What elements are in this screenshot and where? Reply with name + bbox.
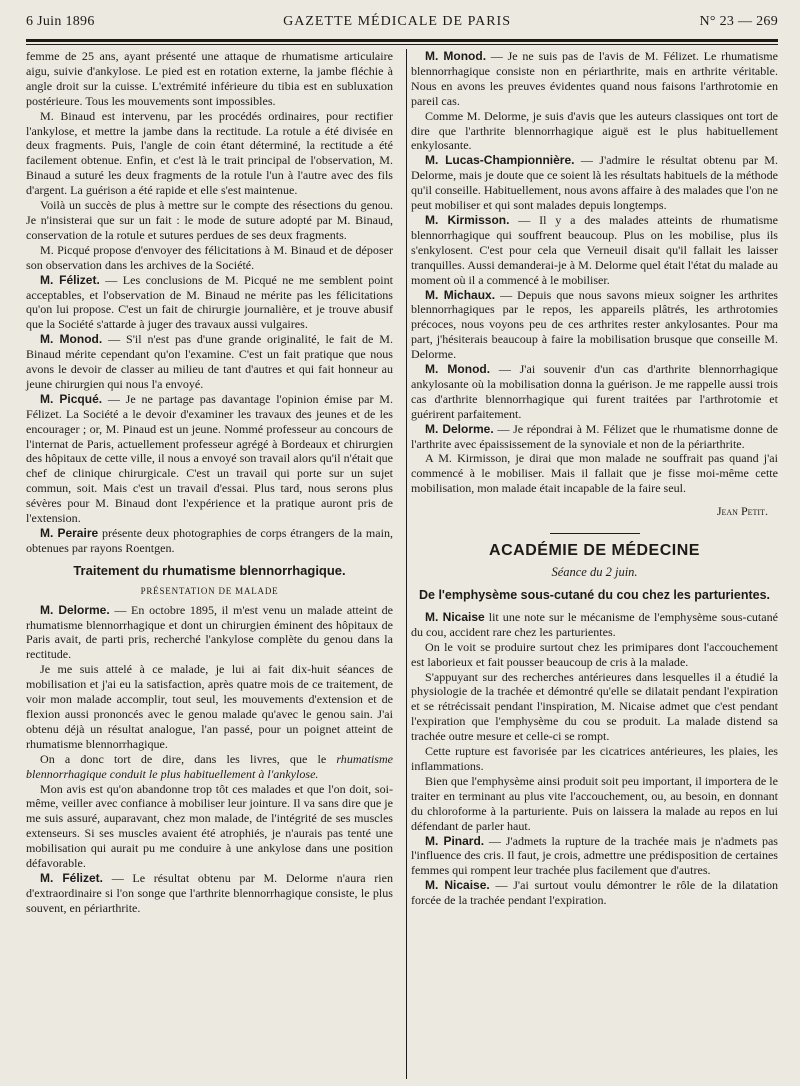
speaker-name: M. Monod. bbox=[40, 332, 103, 347]
speech-text: — J'ai surtout voulu démontrer le rôle de la dilatation forcée de la trachée pendant l'expiration. bbox=[411, 878, 778, 908]
speaker-name: M. Delorme. bbox=[40, 602, 110, 617]
journal-title: GAZETTE MÉDICALE DE PARIS bbox=[283, 14, 511, 29]
issue-number: N° 23 — 269 bbox=[699, 14, 778, 29]
paragraph-text: On a donc tort de dire, dans les livres, que le bbox=[40, 751, 337, 766]
speech-text: — En octobre 1895, il m'est venu un malade atteint de rhumatisme blennorrhagique et dont un chirurgien éminent des hôpitaux de Paris avait, de parti pris, recherché l'ankylose complète du genou dans la rectitude. bbox=[26, 602, 393, 662]
subsection-title: PRÉSENTATION DE MALADE bbox=[140, 585, 279, 596]
speech-paragraph bbox=[411, 834, 778, 879]
speech-paragraph bbox=[411, 362, 778, 422]
speech-text: — Je ne suis pas de l'avis de M. Félizet. Le rhumatisme blennorrhagique consiste non en périarthrite, mais en arthrite véritable. Nous en avons les preuves évidentes quand nous faisons l'arthrotomie en pareil cas. bbox=[411, 49, 778, 108]
section-title: Traitement du rhumatisme blennorrhagique. bbox=[73, 562, 346, 578]
speech-text: — Je répondrai à M. Félizet que le rhumatisme donne de l'arthrite avec épaississement de la synoviale et non de la périarthrite. bbox=[411, 421, 779, 451]
speech-text: — J'ai souvenir d'un cas d'arthrite blennorrhagique ankylosante où la mobilisation donna la guérison. Je me rappelle aussi trois cas d'arthrite blennorrhagique qui furent traitées par l'arthrotomie et guérirent parfaitement. bbox=[411, 362, 778, 421]
paragraph: A M. Kirmisson, je dirai que mon malade ne souffrait pas quand j'ai commencé à le mobiliser. Mais il fallait que je fisse moi-même cette mobilisation, mon malade était incapable de la faire seul. bbox=[411, 451, 778, 496]
speech-text: — Il y a des malades atteints de rhumatisme blennorrhagique qui souffrent beaucoup. Plus on les mobilise, plus ils s'enkylosent. C'est pour cela que Verneuil disait qu'il fallait les laisser tranquilles. Aussi demanderai-je à M. Delorme quel était l'état du malade au moment où il a commencé à le mobiliser. bbox=[411, 212, 778, 287]
paragraph bbox=[26, 752, 393, 782]
speech-text: lit une note sur le mécanisme de l'emphysème sous-cutané du cou, accident rare chez les parturientes. bbox=[411, 609, 779, 639]
paragraph: M. Binaud est intervenu, par les procédés ordinaires, pour rectifier l'ankylose, et mettre la jambe dans la rectitude. La rotule a été divisée en deux fragments. Puis, l'angle de coin étant déterminé, la rectitude a été facilement obtenue. Enfin, et c'est là le trait principal de l'observation, M. Binaud a suturé les deux fragments de la rotule l'un à l'autre avec des fils d'argent. La guérison a été rapide et elle s'est maintenue. bbox=[26, 108, 393, 198]
speaker-name: M. Félizet. bbox=[40, 870, 104, 885]
right-column bbox=[402, 49, 778, 916]
speech-text: — S'il n'est pas d'une grande originalité, le fait de M. Binaud mérite cependant qu'on l'examine. C'est un fait pratique que nous avons le devoir de classer au milieu de tant d'autres et qui fait honneur au jeune chirurgien qui nous l'a envoyé. bbox=[26, 332, 393, 391]
speech-paragraph bbox=[411, 153, 778, 213]
speech-paragraph bbox=[411, 878, 778, 908]
speaker-name: M. Lucas-Championnière. bbox=[425, 153, 575, 168]
issue-date: 6 Juin 1896 bbox=[26, 14, 95, 29]
speech-text: — J'admire le résultat obtenu par M. Delorme, mais je doute que ce soient là les résultats habituels de la méthode qu'il conseille. Habituellement, nous avons affaire à des malades que l'on ne peut mobiliser et qui sont malades depuis longtemps. bbox=[411, 153, 778, 213]
speaker-name: M. Monod. bbox=[425, 362, 491, 377]
speech-paragraph bbox=[26, 603, 393, 663]
speech-text: — J'admets la rupture de la trachée mais je n'admets pas l'influence des cris. Il faut, je crois, admettre une prédisposition de certaines femmes qui rompent leur trachée plus facilement que d'autres. bbox=[411, 833, 779, 878]
paragraph: Comme M. Delorme, je suis d'avis que les auteurs classiques ont tort de dire que l'arthrite blennorrhagique aiguë est le plus habituellement enkylosante. bbox=[411, 108, 778, 153]
speaker-name: M. Kirmisson. bbox=[425, 212, 510, 227]
header-rule bbox=[26, 39, 778, 42]
speaker-name: M. Pinard. bbox=[425, 833, 485, 848]
academy-heading: ACADÉMIE DE MÉDECINE bbox=[489, 542, 700, 560]
speech-text: — Les conclusions de M. Picqué ne me semblent point acceptables, et l'observation de M. Binaud ne mérite pas les félicitations qu'on lui propose. C'est un fait de chirurgie journalière, et je trouve abusif que la Société s'attarde à juger des travaux aussi vulgaires. bbox=[26, 272, 393, 332]
speaker-name: M. Monod. bbox=[425, 49, 487, 63]
speaker-name: M. Picqué. bbox=[40, 391, 103, 406]
speaker-name: M. Nicaise bbox=[425, 609, 485, 624]
columns bbox=[26, 49, 778, 916]
speech-paragraph bbox=[26, 332, 393, 392]
session-date: Séance du 2 juin. bbox=[551, 565, 638, 579]
signature: Jean Petit. bbox=[716, 504, 768, 519]
paragraph: Je me suis attelé à ce malade, je lui ai fait dix-huit séances de mobilisation et j'ai eu la satisfaction, après quatre mois de ce traitement, de voir mon malade accomplir, tout seul, les mouvements d'extension et de flexion aussi prononcés avec le genou malade qu'avec le genou sain. J'ai obtenu déjà un résultat analogue, l'an passé, pour un poignet atteint de rhumatisme blennorrhagique. bbox=[26, 662, 393, 751]
paragraph: femme de 25 ans, ayant présenté une attaque de rhumatisme articulaire aigu, suivie d'ankylose. Le pied est en rotation externe, la jambe fléchie à angle droit sur la cuisse. L'extrémité inférieure du tibia est en subluxation postérieure. Tous les mouvements sont impossibles. bbox=[26, 49, 393, 108]
speech-paragraph bbox=[26, 392, 393, 526]
speech-paragraph bbox=[411, 213, 778, 288]
speech-paragraph bbox=[411, 288, 778, 363]
speaker-name: M. Michaux. bbox=[425, 287, 496, 302]
speech-text: — Depuis que nous savons mieux soigner les arthrites blennorrhagiques par le repos, les appareils plâtrés, les arthrotomies précoces, nous voyons peu de ces arthrites rester ankylosantes. Pour ma part, j'hésiterais beaucoup à faire la mobilisation brusque que conseille M. Delorme. bbox=[411, 287, 778, 362]
paragraph: Bien que l'emphysème ainsi produit soit peu important, il importera de le traiter en terminant au plus vite l'accouchement, ou, au besoin, en donnant du chloroforme à la parturiente. Puis on laissera la malade au repos en lui défendant de parler haut. bbox=[411, 773, 778, 833]
speaker-name: M. Peraire bbox=[40, 526, 99, 540]
speech-paragraph bbox=[26, 273, 393, 333]
speech-text: — Le résultat obtenu par M. Delorme n'aura rien d'extraordinaire si l'on songe que l'arthrite blennorrhagique consiste, le plus souvent, en périarthrite. bbox=[26, 870, 394, 915]
speech-paragraph bbox=[411, 610, 778, 640]
speaker-name: M. Félizet. bbox=[40, 272, 100, 287]
speech-paragraph bbox=[26, 871, 393, 916]
speaker-name: M. Nicaise. bbox=[425, 878, 490, 893]
left-column bbox=[26, 49, 402, 916]
paragraph: Cette rupture est favorisée par les cicatrices antérieures, les plaies, les inflammations. bbox=[411, 744, 778, 773]
header-rule-thin bbox=[26, 44, 778, 45]
speaker-name: M. Delorme. bbox=[425, 421, 494, 436]
speech-paragraph bbox=[411, 422, 778, 452]
page-header bbox=[26, 14, 778, 30]
italic-quote: rhumatisme blennorrhagique conduit le plus habituellement à l'ankylose. bbox=[26, 751, 393, 781]
paragraph: Voilà un succès de plus à mettre sur le compte des résections du genou. Je n'insisterai que sur un fait : le mode de suture adopté par M. Binaud, conservation de la rotule et sutures perdues de ses deux fragments. bbox=[26, 198, 393, 242]
paragraph: M. Picqué propose d'envoyer des félicitations à M. Binaud et de déposer son observation dans les archives de la Société. bbox=[26, 242, 393, 272]
speech-paragraph bbox=[411, 49, 778, 109]
article-title: De l'emphysème sous-cutané du cou chez les parturientes. bbox=[419, 587, 770, 602]
speech-text: — Je ne partage pas davantage l'opinion émise par M. Félizet. La Société a le devoir d'examiner les travaux des jeunes et de les encourager ; or, M. Pinaud est un jeune. Nommé professeur au concours de l'internat de Paris, actuellement professeur agrégé à Bordeaux et chirurgien des hôpitaux de cette ville, il nous a envoyé son travail alors qu'il n'était que chef de clinique chirurgicale. C'est un travail qui porte sur un sujet commun, soit. Mais c'est un travail d'essai. Plus tard, nous serons plus sévères pour M. Binaud dont l'expérience et la pratique auront pris de l'extension. bbox=[26, 391, 394, 526]
section-separator bbox=[550, 533, 640, 534]
column-divider bbox=[406, 49, 407, 1079]
paragraph: On le voit se produire surtout chez les primipares dont l'accouchement est laborieux et fait pousser beaucoup de cris à la malade. bbox=[411, 639, 778, 669]
speech-text: présente deux photographies de corps étrangers de la main, obtenues par rayons Roentgen. bbox=[26, 526, 393, 555]
speech-paragraph bbox=[26, 526, 393, 556]
paragraph: Mon avis est qu'on abandonne trop tôt ces malades et que l'on doit, soi-même, veiller avec confiance à mobiliser leur jointure. Il va sans dire que je me suis assuré, auparavant, chez mon malade, de l'intégrité de ses muscles extenseurs. Si ses muscles avaient été atrophiés, je n'aurais pas tenté une mobilisation qui aurait pu me conduire à une ankylose dans une position défavorable. bbox=[26, 781, 393, 871]
paragraph: S'appuyant sur des recherches antérieures dans lesquelles il a étudié la physiologie de la trachée et démontré qu'elle se dilatait pendant l'expiration et se rétrécissait pendant l'inspiration, M. Nicaise admet que c'est pendant l'expiration que l'emphysème du cou se produit. La malade distend sa trachée outre mesure et celle-ci se rompt. bbox=[411, 669, 778, 744]
